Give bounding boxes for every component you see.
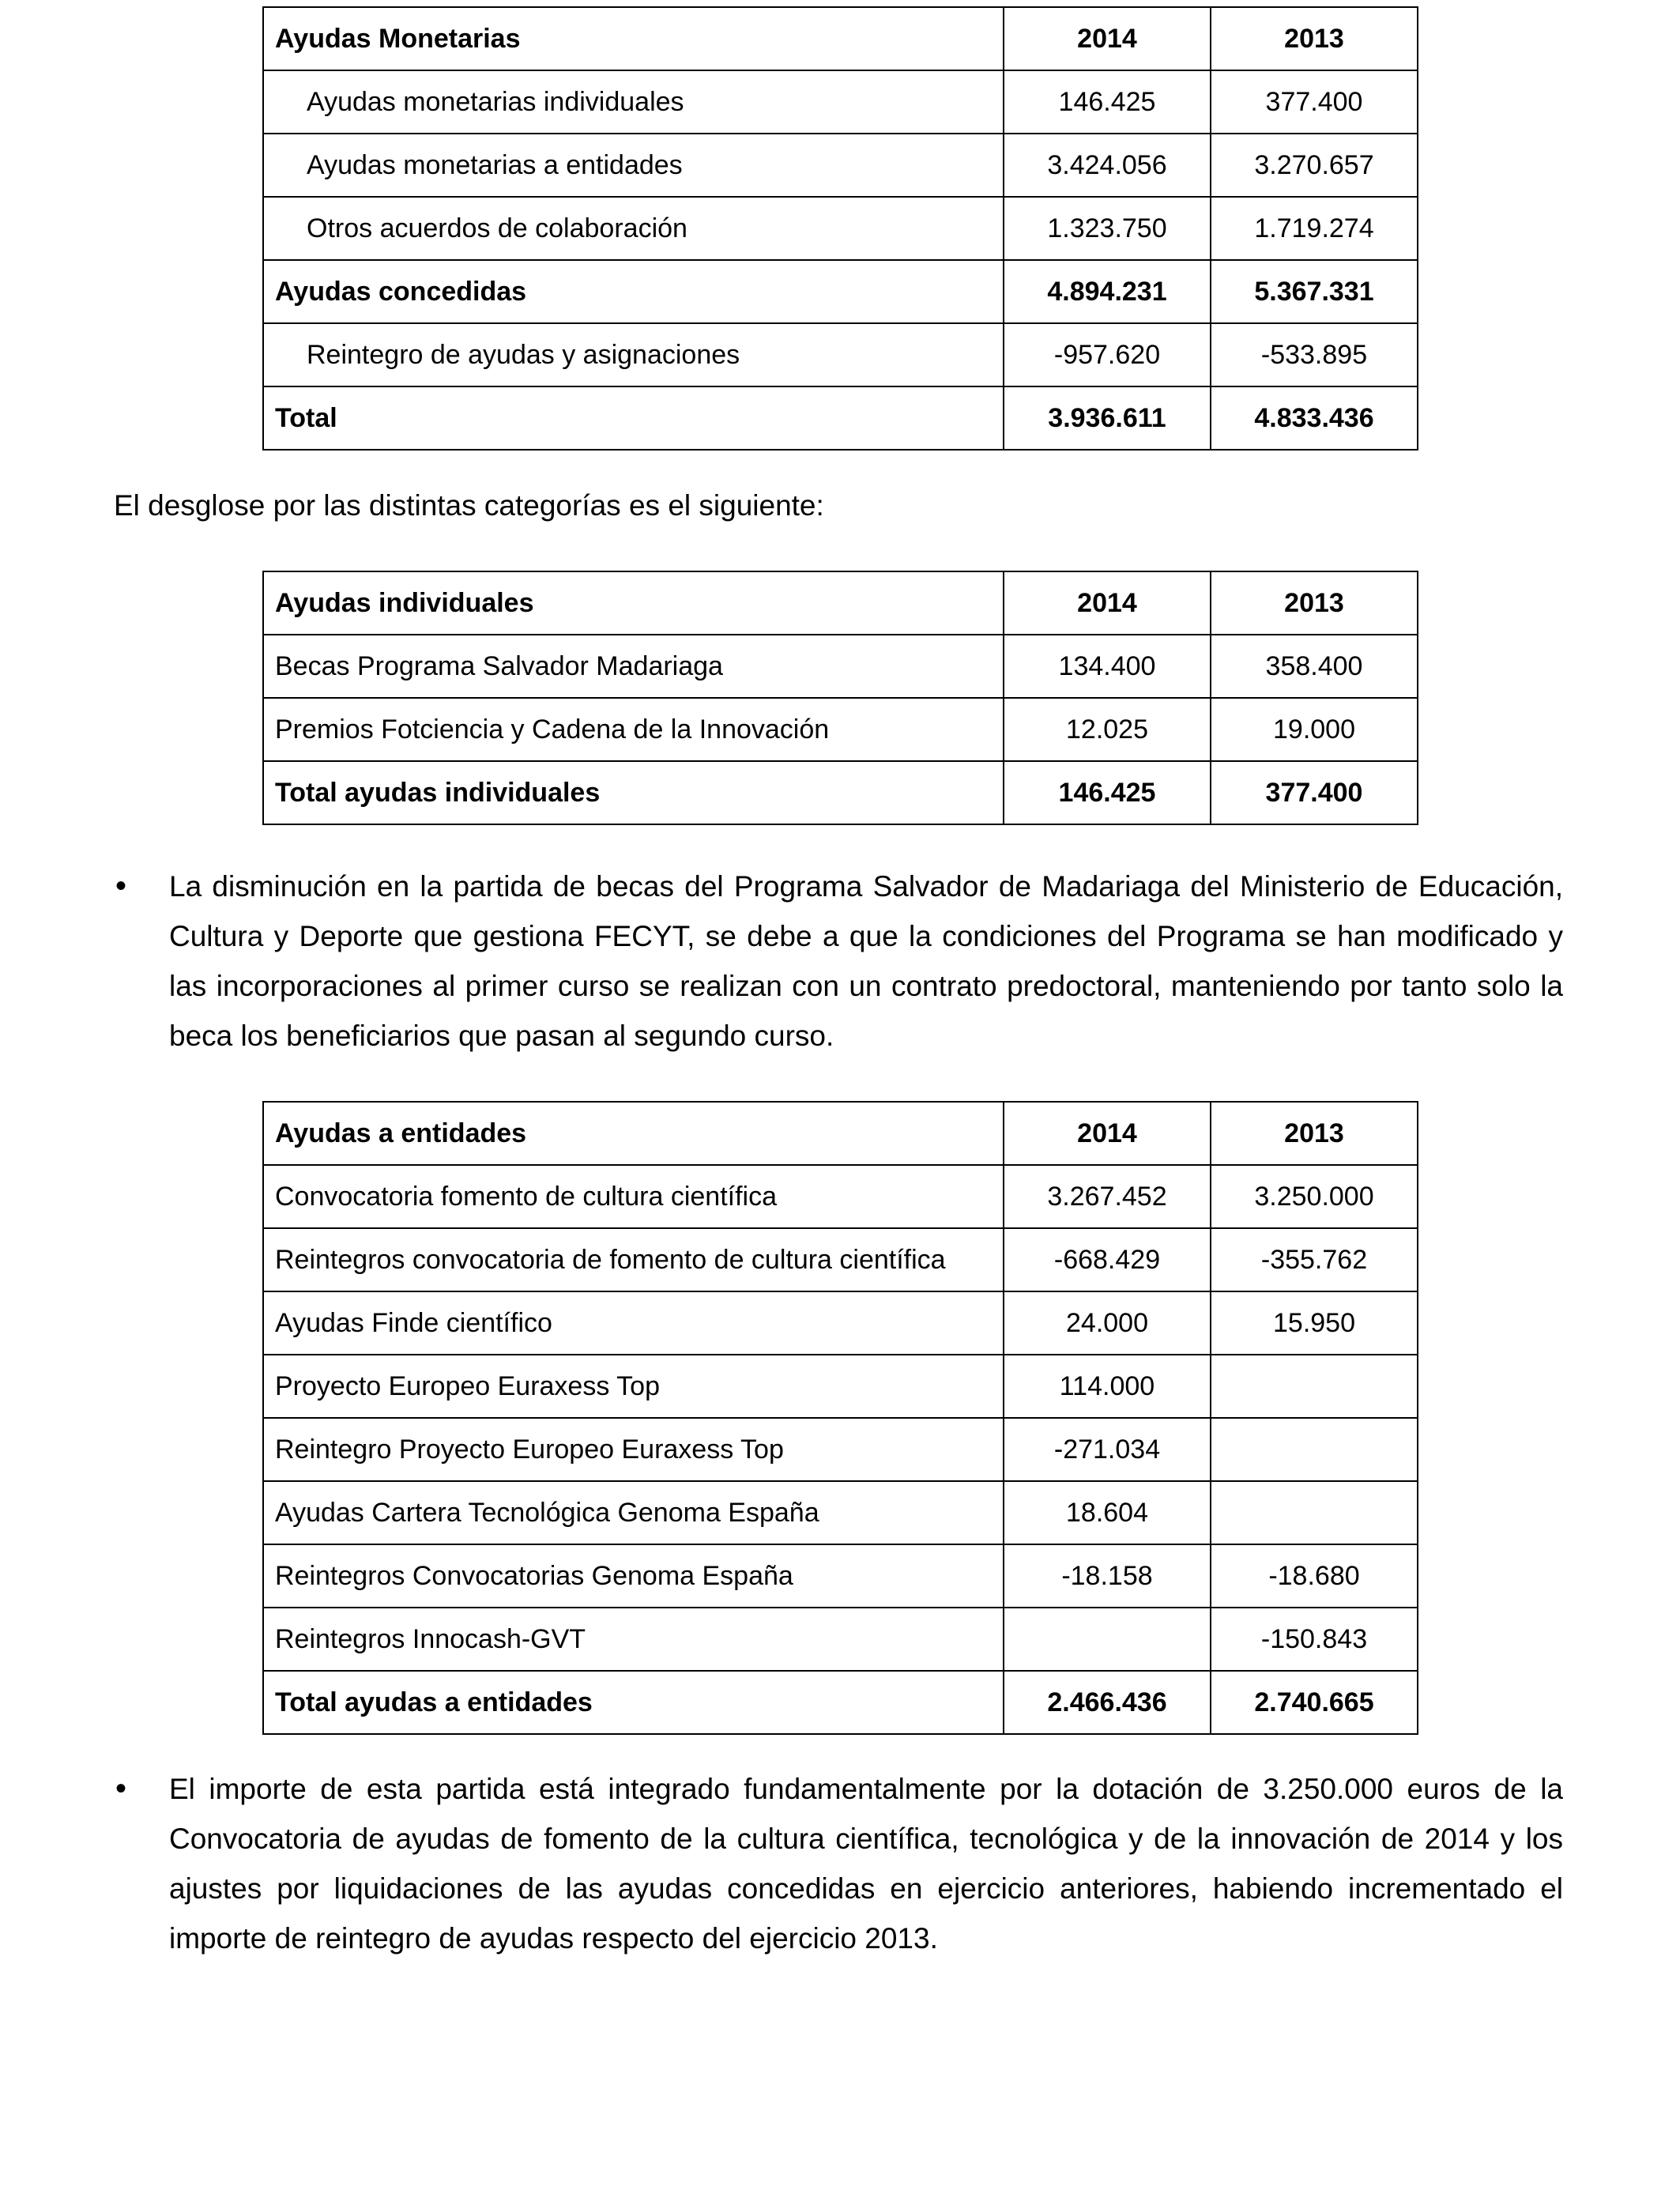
- row-2013: [1211, 1418, 1418, 1481]
- header-label: Ayudas individuales: [263, 571, 1004, 635]
- bullet-paragraph-becas: La disminución en la partida de becas del Programa Salvador de Madariaga del Ministerio de Educación, Cultura y Deporte que gestiona FECYT, se debe a que la condiciones del Programa se han modificado y las incorporaciones al primer curso se realizan con un contrato predoctoral, manteniendo por tanto solo la beca los beneficiarios que pasan al segundo curso.: [169, 870, 1563, 1052]
- row-2013: -150.843: [1211, 1608, 1418, 1671]
- bullet-marker: •: [115, 869, 127, 903]
- header-2013: 2013: [1211, 7, 1418, 70]
- row-2014: 2.466.436: [1004, 1671, 1211, 1734]
- row-2013: 1.719.274: [1211, 197, 1418, 260]
- row-2014: -957.620: [1004, 323, 1211, 386]
- table-row: [263, 1481, 1418, 1544]
- row-2014: 146.425: [1004, 761, 1211, 824]
- table-header-row: [263, 7, 1418, 70]
- row-2014: 114.000: [1004, 1355, 1211, 1418]
- header-label: Ayudas a entidades: [263, 1102, 1004, 1165]
- row-label: Becas Programa Salvador Madariaga: [263, 635, 1004, 698]
- table-row: [263, 1165, 1418, 1228]
- row-2013: 5.367.331: [1211, 260, 1418, 323]
- row-label: Ayudas Finde científico: [263, 1291, 1004, 1355]
- row-label: Ayudas monetarias individuales: [263, 70, 1004, 134]
- row-2014: -668.429: [1004, 1228, 1211, 1291]
- row-label: Proyecto Europeo Euraxess Top: [263, 1355, 1004, 1418]
- row-2013: 3.270.657: [1211, 134, 1418, 197]
- table-ayudas-monetarias: [262, 6, 1418, 450]
- row-label: Reintegro Proyecto Europeo Euraxess Top: [263, 1418, 1004, 1481]
- table-header-row: [263, 571, 1418, 635]
- header-2013: 2013: [1211, 571, 1418, 635]
- table-header-row: [263, 1102, 1418, 1165]
- row-label: Premios Fotciencia y Cadena de la Innovación: [263, 698, 1004, 761]
- table-row: [263, 1418, 1418, 1481]
- table-row: [263, 1228, 1418, 1291]
- row-2013: -18.680: [1211, 1544, 1418, 1608]
- header-2014: 2014: [1004, 1102, 1211, 1165]
- row-2013: 19.000: [1211, 698, 1418, 761]
- table-row: [263, 134, 1418, 197]
- row-label: Total: [263, 386, 1004, 450]
- bullet-paragraph-importe: El importe de esta partida está integrado fundamentalmente por la dotación de 3.250.000 euros de la Convocatoria de ayudas de fomento de la cultura científica, tecnológica y de la innovación de 2014 y los ajustes por liquidaciones de las ayudas concedidas en ejercicio anteriores, habiendo incrementado el importe de reintegro de ayudas respecto del ejercicio 2013.: [169, 1773, 1563, 1955]
- row-2014: 3.267.452: [1004, 1165, 1211, 1228]
- table-subtotal-row: [263, 260, 1418, 323]
- row-2014: 134.400: [1004, 635, 1211, 698]
- intro-paragraph: El desglose por las distintas categorías es el siguiente:: [114, 489, 824, 522]
- row-2013: 15.950: [1211, 1291, 1418, 1355]
- row-2013: 4.833.436: [1211, 386, 1418, 450]
- row-label: Ayudas concedidas: [263, 260, 1004, 323]
- bullet-marker: •: [115, 1771, 127, 1806]
- table-row: [263, 1544, 1418, 1608]
- row-2013: -533.895: [1211, 323, 1418, 386]
- row-label: Total ayudas a entidades: [263, 1671, 1004, 1734]
- row-2014: 18.604: [1004, 1481, 1211, 1544]
- table-row: [263, 698, 1418, 761]
- table-total-row: [263, 386, 1418, 450]
- row-label: Reintegros Convocatorias Genoma España: [263, 1544, 1004, 1608]
- row-label: Ayudas monetarias a entidades: [263, 134, 1004, 197]
- row-2014: 24.000: [1004, 1291, 1211, 1355]
- row-label: Total ayudas individuales: [263, 761, 1004, 824]
- table-row: [263, 323, 1418, 386]
- row-2014: 1.323.750: [1004, 197, 1211, 260]
- row-2014: 146.425: [1004, 70, 1211, 134]
- header-2013: 2013: [1211, 1102, 1418, 1165]
- table-row: [263, 197, 1418, 260]
- table-row: [263, 1608, 1418, 1671]
- row-2014: 3.424.056: [1004, 134, 1211, 197]
- row-2013: 3.250.000: [1211, 1165, 1418, 1228]
- row-2014: 12.025: [1004, 698, 1211, 761]
- table-total-row: [263, 1671, 1418, 1734]
- table-row: [263, 635, 1418, 698]
- row-label: Reintegros Innocash-GVT: [263, 1608, 1004, 1671]
- row-2013: [1211, 1481, 1418, 1544]
- row-2013: -355.762: [1211, 1228, 1418, 1291]
- row-label: Reintegros convocatoria de fomento de cultura científica: [263, 1228, 1004, 1291]
- row-2013: 2.740.665: [1211, 1671, 1418, 1734]
- row-2014: -271.034: [1004, 1418, 1211, 1481]
- row-label: Convocatoria fomento de cultura científica: [263, 1165, 1004, 1228]
- row-label: Ayudas Cartera Tecnológica Genoma España: [263, 1481, 1004, 1544]
- table-total-row: [263, 761, 1418, 824]
- row-label: Reintegro de ayudas y asignaciones: [263, 323, 1004, 386]
- row-2014: [1004, 1608, 1211, 1671]
- header-2014: 2014: [1004, 571, 1211, 635]
- row-2014: 4.894.231: [1004, 260, 1211, 323]
- table-row: [263, 70, 1418, 134]
- table-row: [263, 1291, 1418, 1355]
- table-ayudas-individuales: [262, 571, 1418, 825]
- row-2013: 358.400: [1211, 635, 1418, 698]
- row-2013: [1211, 1355, 1418, 1418]
- row-label: Otros acuerdos de colaboración: [263, 197, 1004, 260]
- row-2014: 3.936.611: [1004, 386, 1211, 450]
- table-ayudas-entidades: [262, 1101, 1418, 1735]
- row-2013: 377.400: [1211, 761, 1418, 824]
- row-2014: -18.158: [1004, 1544, 1211, 1608]
- table-row: [263, 1355, 1418, 1418]
- header-label: Ayudas Monetarias: [263, 7, 1004, 70]
- row-2013: 377.400: [1211, 70, 1418, 134]
- header-2014: 2014: [1004, 7, 1211, 70]
